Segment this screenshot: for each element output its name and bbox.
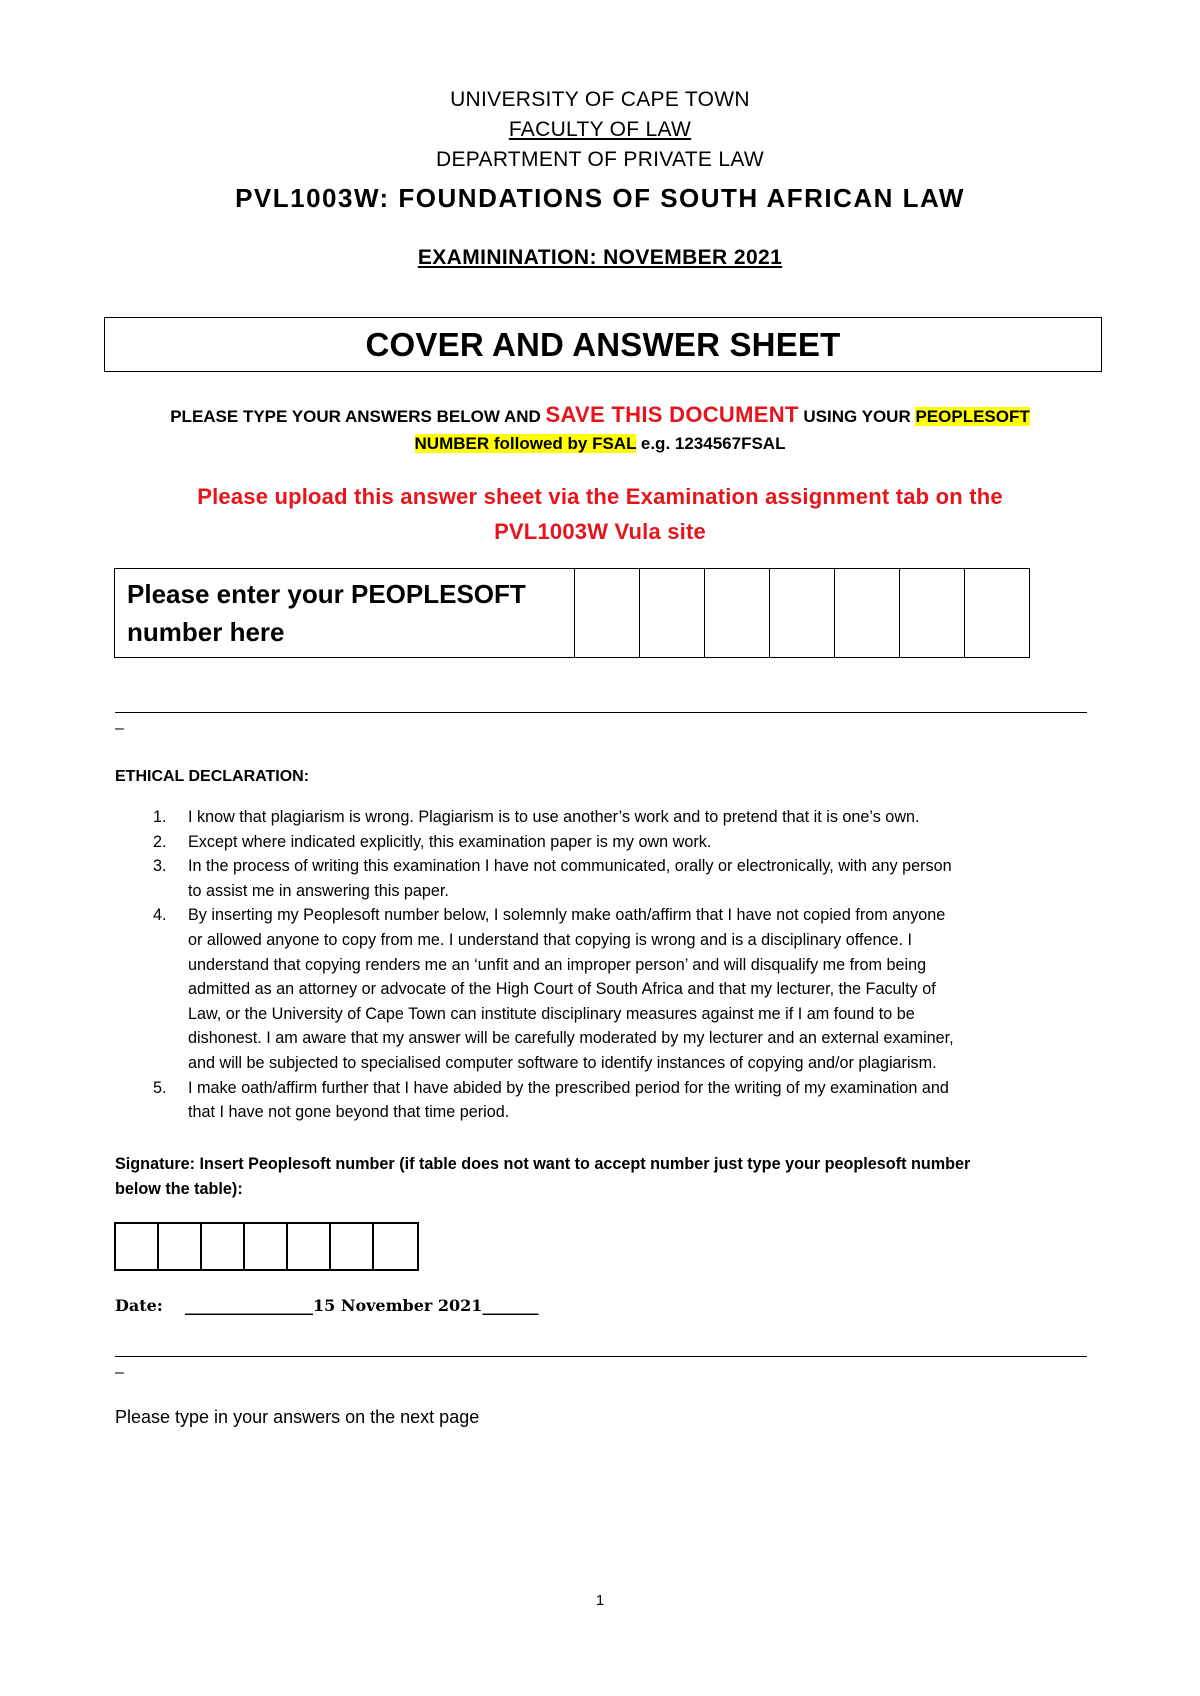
- department-name: DEPARTMENT OF PRIVATE LAW: [436, 148, 764, 171]
- instruction-line-2: [0, 434, 1200, 454]
- signature-peoplesoft-boxes: [114, 1222, 419, 1271]
- declaration-text: or allowed anyone to copy from me. I understand that copying is wrong and is a disciplinary offence. I: [188, 930, 913, 949]
- next-page-note: Please type in your answers on the next page: [115, 1407, 480, 1427]
- peoplesoft-digit-cell[interactable]: [770, 569, 835, 658]
- separator-line: [115, 712, 1087, 713]
- peoplesoft-entry-table: [114, 568, 1030, 658]
- declaration-item: [115, 805, 1095, 830]
- cover-title-box: [104, 317, 1102, 372]
- signature-instruction: [115, 1152, 1085, 1201]
- declaration-text: Except where indicated explicitly, this examination paper is my own work.: [188, 832, 712, 851]
- declaration-item: [115, 903, 1095, 1075]
- peoplesoft-digit-cell[interactable]: [900, 569, 965, 658]
- declaration-number: 1.: [153, 808, 167, 826]
- signature-line-2: below the table):: [115, 1179, 243, 1198]
- separator-line: [115, 1356, 1087, 1357]
- declaration-number: 2.: [153, 832, 167, 851]
- separator-dash: –: [115, 1364, 124, 1381]
- signature-digit-box[interactable]: [116, 1224, 159, 1269]
- declaration-item: [115, 1076, 1095, 1125]
- declaration-item: [115, 854, 1095, 903]
- declaration-text: admitted as an attorney or advocate of the High Court of South Africa and that my lecturer, the Faculty of: [188, 980, 936, 999]
- peoplesoft-digit-cell[interactable]: [575, 569, 640, 658]
- separator-dash: –: [115, 720, 124, 737]
- declaration-text: understand that copying renders me an ‘unfit and an improper person’ and will disqualify me from being: [188, 955, 927, 974]
- exam-title: EXAMININATION: NOVEMBER 2021: [417, 246, 783, 269]
- signature-digit-box[interactable]: [159, 1224, 202, 1269]
- declaration-text: I make oath/affirm further that I have abided by the prescribed period for the writing of my examination and: [188, 1078, 949, 1097]
- date-value[interactable]: ________________15 November 2021_______: [185, 1296, 539, 1315]
- declaration-text: to assist me in answering this paper.: [188, 881, 449, 900]
- peoplesoft-digit-cell[interactable]: [640, 569, 705, 658]
- declaration-number: 3.: [153, 857, 167, 876]
- faculty-name: FACULTY OF LAW: [508, 118, 692, 141]
- signature-digit-box[interactable]: [288, 1224, 331, 1269]
- peoplesoft-label-line-1: Please enter your PEOPLESOFT: [127, 579, 526, 609]
- declaration-text: Law, or the University of Cape Town can institute disciplinary measures against me if I am found to be: [188, 1004, 915, 1023]
- peoplesoft-digit-cell[interactable]: [705, 569, 770, 658]
- number-fsal-highlight: NUMBER followed by FSAL: [414, 434, 637, 453]
- declaration-text: By inserting my Peoplesoft number below, I solemnly make oath/affirm that I have not copied from anyone: [188, 906, 946, 925]
- page-number: 1: [595, 1592, 605, 1609]
- signature-digit-box[interactable]: [374, 1224, 417, 1269]
- peoplesoft-digit-cell[interactable]: [835, 569, 900, 658]
- date-line: [115, 1296, 538, 1315]
- declaration-item: [115, 830, 1095, 855]
- instruction-text-2: USING YOUR: [798, 407, 916, 426]
- cover-title: COVER AND ANSWER SHEET: [365, 325, 841, 363]
- signature-digit-box[interactable]: [202, 1224, 245, 1269]
- signature-line-1: Signature: Insert Peoplesoft number (if table does not want to accept number just type your peoplesoft number: [115, 1155, 971, 1173]
- university-name: UNIVERSITY OF CAPE TOWN: [450, 88, 750, 111]
- peoplesoft-highlight: PEOPLESOFT: [915, 407, 1030, 426]
- peoplesoft-digit-cell[interactable]: [965, 569, 1030, 658]
- date-label: Date:: [115, 1296, 163, 1315]
- instruction-line-1: [0, 402, 1200, 428]
- declaration-text: that I have not gone beyond that time period.: [188, 1103, 510, 1122]
- signature-digit-box[interactable]: [331, 1224, 374, 1269]
- ethical-declaration-title: ETHICAL DECLARATION:: [115, 768, 310, 785]
- ethical-declaration-list: [115, 805, 1095, 1125]
- declaration-number: 5.: [153, 1078, 167, 1097]
- upload-instruction-line-1: Please upload this answer sheet via the Examination assignment tab on the: [197, 484, 1003, 509]
- upload-instruction-line-2: PVL1003W Vula site: [494, 519, 706, 544]
- declaration-text: and will be subjected to specialised computer software to identify instances of copying and/or plagiarism.: [188, 1053, 937, 1072]
- declaration-number: 4.: [153, 906, 167, 925]
- declaration-text: In the process of writing this examination I have not communicated, orally or electronically, with any person: [188, 857, 952, 876]
- course-title: PVL1003W: FOUNDATIONS OF SOUTH AFRICAN LAW: [235, 183, 965, 213]
- signature-digit-box[interactable]: [245, 1224, 288, 1269]
- declaration-text: I know that plagiarism is wrong. Plagiarism is to use another’s work and to pretend that it is one’s own.: [188, 808, 920, 826]
- example-text: e.g. 1234567FSAL: [636, 434, 786, 453]
- peoplesoft-label: [115, 569, 575, 658]
- declaration-text: dishonest. I am aware that my answer will be carefully moderated by my lecturer and an external examiner,: [188, 1029, 954, 1048]
- peoplesoft-label-line-2: number here: [127, 617, 285, 647]
- save-document-text: SAVE THIS DOCUMENT: [545, 402, 799, 427]
- instruction-text: PLEASE TYPE YOUR ANSWERS BELOW AND: [170, 407, 546, 426]
